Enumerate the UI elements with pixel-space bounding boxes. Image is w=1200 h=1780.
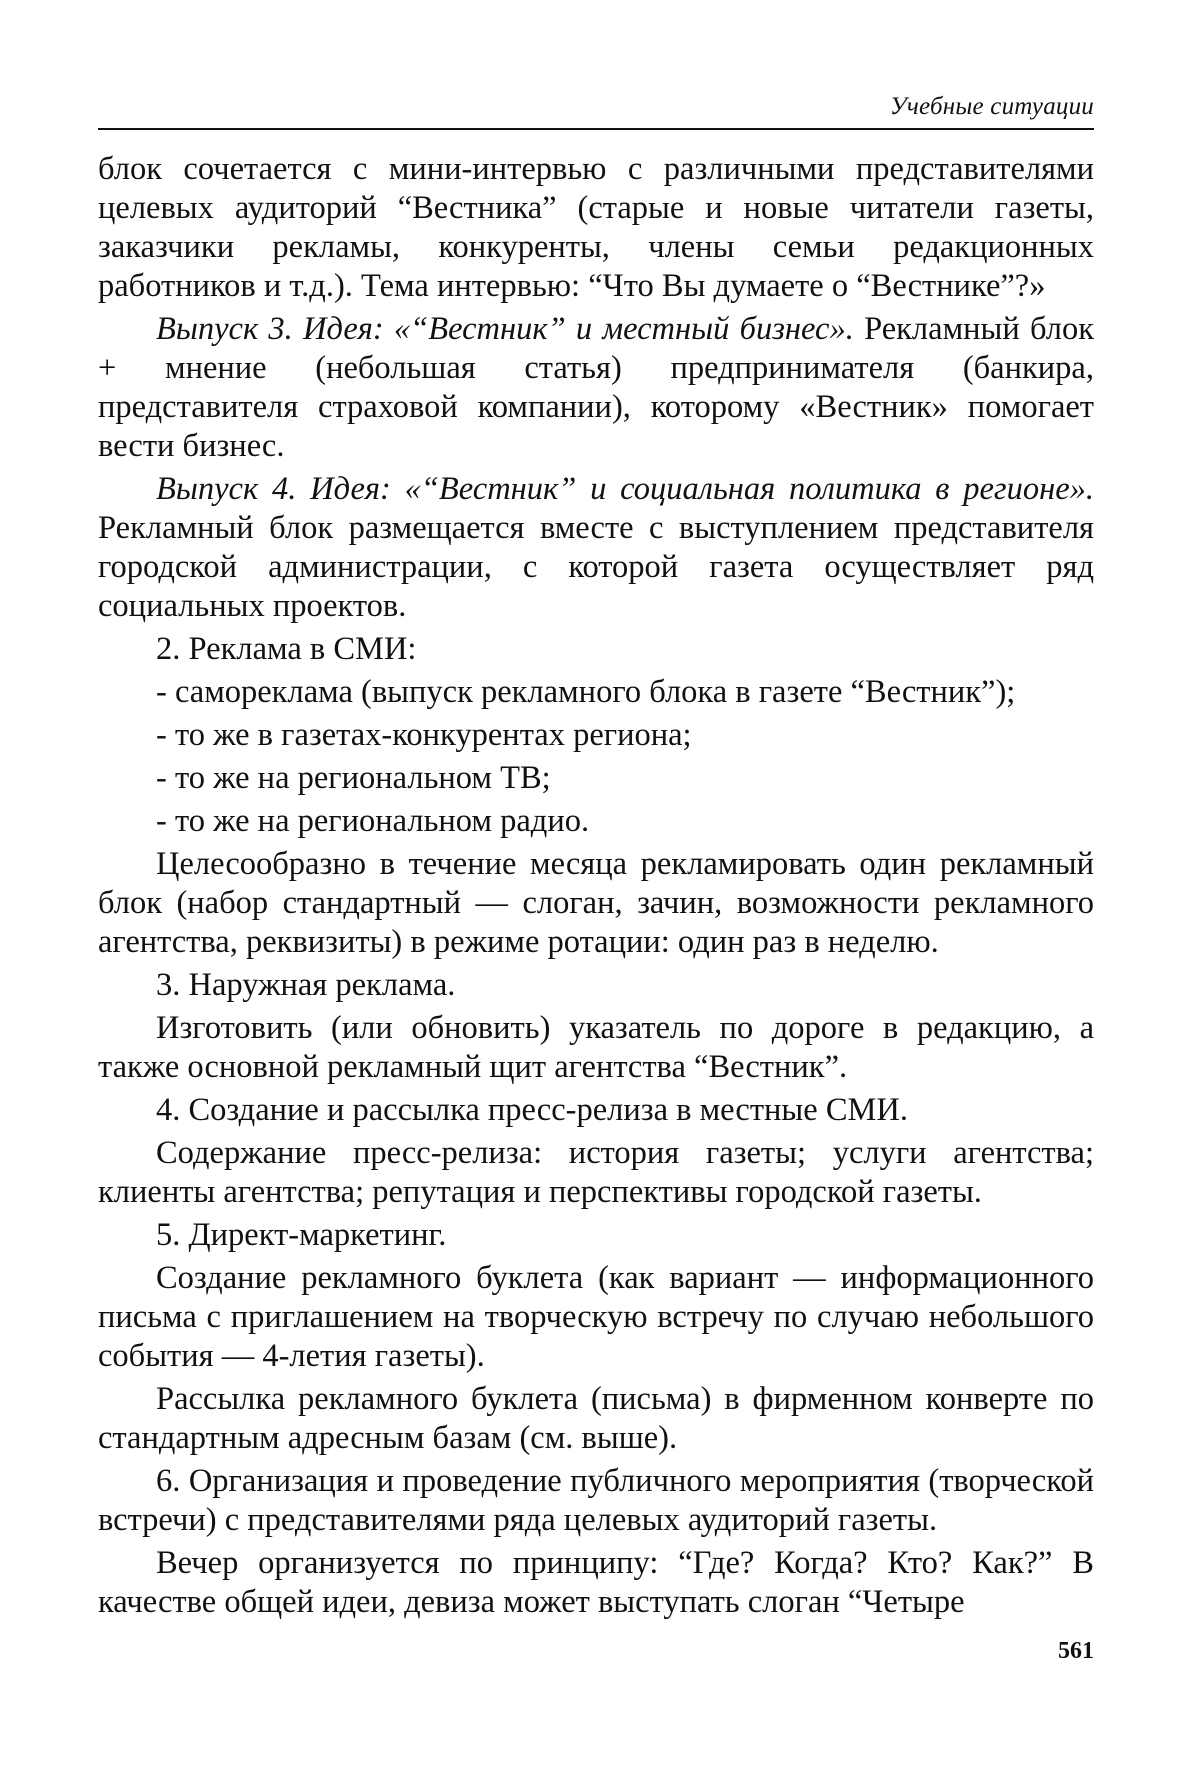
dash-item-self-ad: - самореклама (выпуск рекламного блока в газете “Вестник”); [156,674,1016,710]
section-heading-outdoor: 3. Наружная реклама. [156,967,456,1003]
paragraph-outdoor: Изготовить (или обновить) указатель по дороге в редакцию, а также основной рекламный щит агентства “Вестник”. [98,1010,1094,1085]
issue-4-lead: Выпуск 4. Идея: «“Вестник” и социальная политика в регионе». [156,471,1094,507]
paragraph-rotation: Целесообразно в течение месяца рекламировать один рекламный блок (набор стандартный — слоган, зачин, возможности рекламного агентства, реквизиты) в режиме ротации: один раз в неделю. [98,846,1094,960]
section-heading-direct-marketing: 5. Директ-маркетинг. [156,1217,447,1253]
page-body [98,150,1094,1626]
section-heading-event: 6. Организация и проведение публичного мероприятия (творческой встречи) с представителями ряда целевых аудиторий газеты. [98,1463,1094,1538]
issue-4-text: Рекламный блок размещается вместе с выступлением представителя городской администрации, с которой газета осуществляет ряд социальных проектов. [98,510,1094,624]
paragraph-continuation: блок сочетается с мини-интервью с различными представителями целевых аудиторий “Вестника” (старые и новые читатели газеты, заказчики рекламы, конкуренты, члены семьи редакционных работников и т.д.). Тема интервью: “Что Вы думаете о “Вестнике”?» [98,151,1094,304]
paragraph-issue-3 [98,310,1094,466]
paragraph-issue-4 [98,470,1094,626]
running-header [98,88,1094,130]
dash-item-tv: - то же на региональном ТВ; [156,760,551,796]
section-heading-press-release: 4. Создание и рассылка пресс-релиза в местные СМИ. [156,1092,908,1128]
paragraph-booklet: Создание рекламного буклета (как вариант — информационного письма с приглашением на творческую встречу по случаю небольшого события — 4-летия газеты). [98,1260,1094,1374]
dash-item-competitors: - то же в газетах-конкурентах региона; [156,717,692,753]
running-title: Учебные ситуации [889,93,1094,120]
paragraph-mailing: Рассылка рекламного буклета (письма) в фирменном конверте по стандартным адресным базам (см. выше). [98,1381,1094,1456]
dash-item-radio: - то же на региональном радио. [156,803,590,839]
page-number: 561 [1058,1638,1094,1664]
section-heading-media: 2. Реклама в СМИ: [156,631,417,667]
issue-3-lead: Выпуск 3. Идея: «“Вестник” и местный бизнес». [156,311,854,347]
paragraph-event: Вечер организуется по принципу: “Где? Когда? Кто? Как?” В качестве общей идеи, девиза может выступать слоган “Четыре [98,1545,1094,1620]
paragraph-press-release: Содержание пресс-релиза: история газеты; услуги агентства; клиенты агентства; репутация и перспективы городской газеты. [98,1135,1094,1210]
issue-3-text: Рекламный блок + мнение (небольшая статья) предпринимателя (банкира, представителя страховой компании), которому «Вестник» помогает вести бизнес. [98,311,1094,464]
